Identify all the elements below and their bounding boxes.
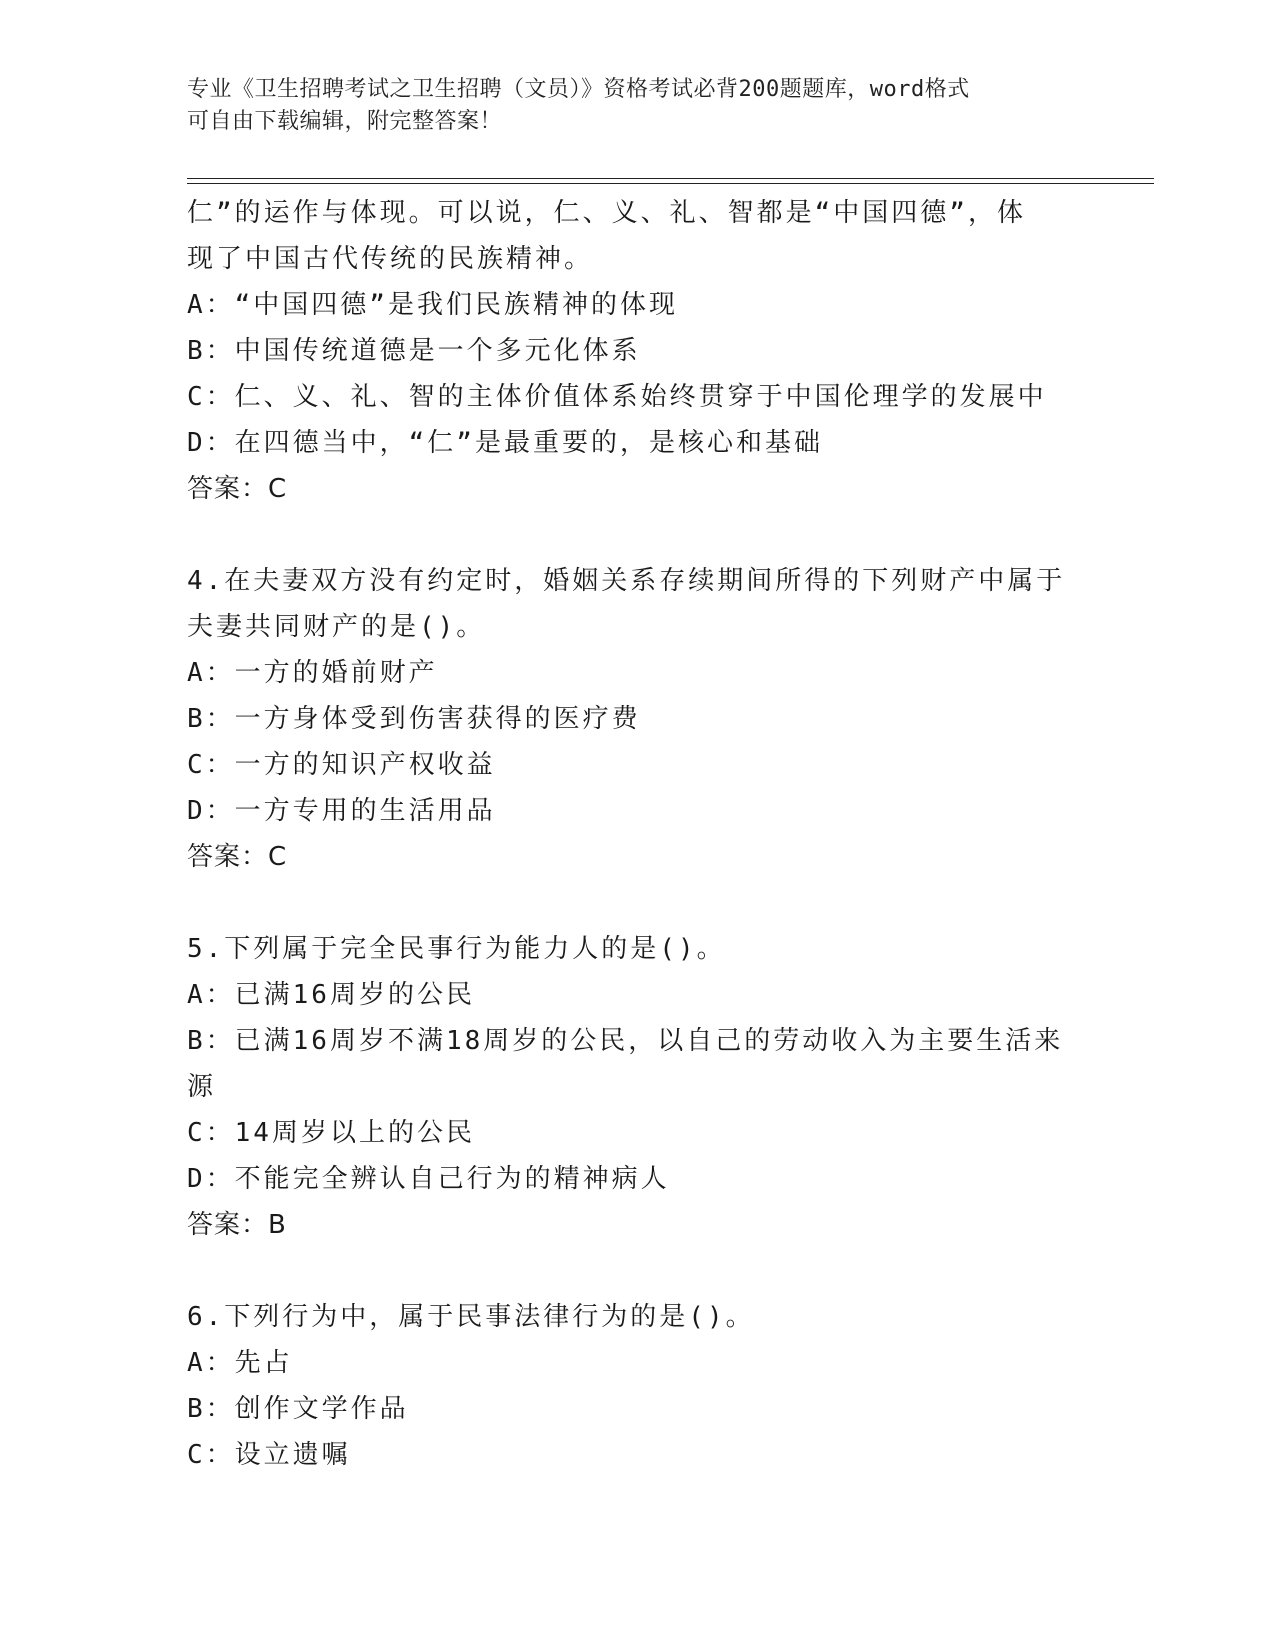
option-b-continued: 源 (187, 1072, 217, 1102)
question-stem: 5.下列属于完全民事行为能力人的是()。 (187, 934, 726, 964)
spacer (187, 880, 1087, 926)
answer-line: 答案：C (187, 842, 288, 872)
option-d: D：在四德当中，“仁”是最重要的，是核心和基础 (187, 428, 823, 458)
option-a: A：已满16周岁的公民 (187, 980, 475, 1010)
option-b: B：一方身体受到伤害获得的医疗费 (187, 704, 641, 734)
option-a: A：“中国四德”是我们民族精神的体现 (187, 290, 678, 320)
answer-line: 答案：C (187, 474, 288, 504)
document-body (187, 190, 1087, 1478)
option-a: A：一方的婚前财产 (187, 658, 438, 688)
spacer (187, 1248, 1087, 1294)
option-b: B：已满16周岁不满18周岁的公民，以自己的劳动收入为主要生活来 (187, 1026, 1064, 1056)
option-c: C：仁、义、礼、智的主体价值体系始终贯穿于中国伦理学的发展中 (187, 382, 1047, 412)
option-b: B：创作文学作品 (187, 1394, 409, 1424)
option-c: C：设立遗嘱 (187, 1440, 351, 1470)
option-b: B：中国传统道德是一个多元化体系 (187, 336, 641, 366)
document-header (187, 74, 1067, 138)
option-a: A：先占 (187, 1348, 293, 1378)
question-stem: 夫妻共同财产的是()。 (187, 612, 486, 642)
option-d: D：不能完全辨认自己行为的精神病人 (187, 1164, 670, 1194)
option-c: C：14周岁以上的公民 (187, 1118, 475, 1148)
question-stem: 6.下列行为中，属于民事法律行为的是()。 (187, 1302, 755, 1332)
question-text: 现了中国古代传统的民族精神。 (187, 244, 594, 274)
spacer (187, 512, 1087, 558)
option-d: D：一方专用的生活用品 (187, 796, 496, 826)
header-line-1: 专业《卫生招聘考试之卫生招聘（文员）》资格考试必背200题题库，word格式 (187, 77, 970, 102)
header-line-2: 可自由下载编辑，附完整答案！ (187, 109, 503, 134)
header-divider-top (187, 178, 1154, 179)
answer-line: 答案：B (187, 1210, 287, 1240)
question-stem: 4.在夫妻双方没有约定时，婚姻关系存续期间所得的下列财产中属于 (187, 566, 1066, 596)
header-divider-bottom (187, 183, 1154, 184)
option-c: C：一方的知识产权收益 (187, 750, 496, 780)
question-text: 仁”的运作与体现。可以说，仁、义、礼、智都是“中国四德”，体 (187, 198, 1026, 228)
